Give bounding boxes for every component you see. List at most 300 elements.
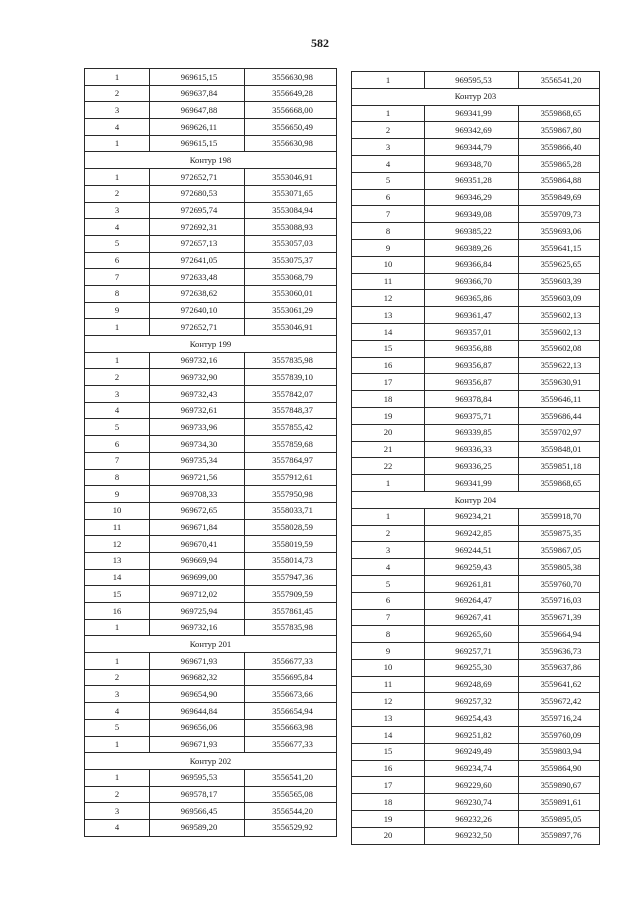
coordinate-y: 3553061,29 bbox=[245, 302, 337, 319]
table-row bbox=[85, 803, 337, 820]
point-number: 7 bbox=[85, 452, 150, 469]
coordinate-x: 969669,94 bbox=[150, 552, 245, 569]
coordinate-y: 3556654,94 bbox=[245, 703, 337, 720]
table-row bbox=[85, 269, 337, 286]
table-row bbox=[352, 206, 600, 223]
table-row bbox=[85, 703, 337, 720]
coordinate-y: 3556630,98 bbox=[245, 69, 337, 86]
table-row bbox=[85, 352, 337, 369]
point-number: 14 bbox=[352, 727, 425, 744]
coordinate-x: 969733,96 bbox=[150, 419, 245, 436]
point-number: 5 bbox=[352, 172, 425, 189]
coordinate-x: 969259,43 bbox=[425, 559, 519, 576]
coordinate-y: 3553075,37 bbox=[245, 252, 337, 269]
coordinate-y: 3559716,03 bbox=[519, 592, 600, 609]
point-number: 1 bbox=[85, 736, 150, 753]
table-row bbox=[85, 686, 337, 703]
coordinate-y: 3558028,59 bbox=[245, 519, 337, 536]
coordinate-x: 969232,26 bbox=[425, 811, 519, 828]
point-number: 2 bbox=[85, 669, 150, 686]
coordinate-x: 969267,41 bbox=[425, 609, 519, 626]
table-row bbox=[352, 827, 600, 844]
point-number: 7 bbox=[352, 206, 425, 223]
coordinate-y: 3559875,35 bbox=[519, 525, 600, 542]
coordinate-x: 969248,69 bbox=[425, 676, 519, 693]
coordinate-y: 3557859,68 bbox=[245, 436, 337, 453]
point-number: 4 bbox=[85, 703, 150, 720]
coordinate-y: 3553068,79 bbox=[245, 269, 337, 286]
coordinate-y: 3557864,97 bbox=[245, 452, 337, 469]
table-row bbox=[85, 536, 337, 553]
point-number: 13 bbox=[352, 307, 425, 324]
point-number: 6 bbox=[352, 592, 425, 609]
table-row bbox=[85, 653, 337, 670]
coordinate-x: 969342,69 bbox=[425, 122, 519, 139]
table-row bbox=[85, 319, 337, 336]
coordinate-y: 3557947,36 bbox=[245, 569, 337, 586]
coordinates-table-body bbox=[352, 72, 600, 845]
coordinate-y: 3559625,65 bbox=[519, 256, 600, 273]
coordinate-y: 3559630,91 bbox=[519, 374, 600, 391]
point-number: 1 bbox=[352, 475, 425, 492]
point-number: 8 bbox=[85, 469, 150, 486]
table-row bbox=[352, 391, 600, 408]
table-row bbox=[352, 727, 600, 744]
point-number: 4 bbox=[85, 402, 150, 419]
table-row bbox=[352, 643, 600, 660]
table-row bbox=[352, 273, 600, 290]
table-row bbox=[85, 469, 337, 486]
point-number: 9 bbox=[352, 239, 425, 256]
coordinate-y: 3559891,61 bbox=[519, 794, 600, 811]
coordinate-y: 3557861,45 bbox=[245, 603, 337, 620]
coordinate-y: 3553071,65 bbox=[245, 185, 337, 202]
point-number: 18 bbox=[352, 794, 425, 811]
coordinate-y: 3559602,13 bbox=[519, 323, 600, 340]
point-number: 5 bbox=[352, 575, 425, 592]
coordinate-y: 3559693,06 bbox=[519, 223, 600, 240]
table-row bbox=[85, 769, 337, 786]
point-number: 2 bbox=[352, 525, 425, 542]
point-number: 1 bbox=[85, 135, 150, 152]
table-row bbox=[85, 402, 337, 419]
coordinate-x: 972695,74 bbox=[150, 202, 245, 219]
coordinate-x: 969644,84 bbox=[150, 703, 245, 720]
table-row bbox=[352, 659, 600, 676]
coordinate-y: 3559702,97 bbox=[519, 424, 600, 441]
contour-header-row bbox=[85, 336, 337, 353]
point-number: 21 bbox=[352, 441, 425, 458]
coordinate-y: 3559671,39 bbox=[519, 609, 600, 626]
point-number: 3 bbox=[85, 386, 150, 403]
coordinate-x: 969366,70 bbox=[425, 273, 519, 290]
point-number: 12 bbox=[352, 693, 425, 710]
point-number: 14 bbox=[85, 569, 150, 586]
table-row bbox=[352, 340, 600, 357]
coordinate-x: 969732,90 bbox=[150, 369, 245, 386]
point-number: 16 bbox=[352, 357, 425, 374]
coordinate-y: 3556695,84 bbox=[245, 669, 337, 686]
table-row bbox=[352, 525, 600, 542]
coordinate-x: 969615,15 bbox=[150, 135, 245, 152]
table-row bbox=[85, 436, 337, 453]
table-row bbox=[352, 407, 600, 424]
contour-header-row bbox=[352, 88, 600, 105]
contour-header-row bbox=[352, 491, 600, 508]
point-number: 8 bbox=[352, 626, 425, 643]
table-row bbox=[352, 811, 600, 828]
coordinate-x: 969242,85 bbox=[425, 525, 519, 542]
coordinate-x: 969339,85 bbox=[425, 424, 519, 441]
point-number: 1 bbox=[85, 69, 150, 86]
coordinate-y: 3559918,70 bbox=[519, 508, 600, 525]
coordinate-y: 3559868,65 bbox=[519, 475, 600, 492]
contour-title: Контур 204 bbox=[352, 491, 600, 508]
point-number: 10 bbox=[85, 502, 150, 519]
coordinate-x: 969249,49 bbox=[425, 743, 519, 760]
coordinate-x: 969672,65 bbox=[150, 502, 245, 519]
coordinate-y: 3559646,11 bbox=[519, 391, 600, 408]
point-number: 19 bbox=[352, 811, 425, 828]
coordinate-x: 969365,86 bbox=[425, 290, 519, 307]
coordinate-y: 3559686,44 bbox=[519, 407, 600, 424]
point-number: 4 bbox=[352, 155, 425, 172]
coordinate-y: 3559867,05 bbox=[519, 542, 600, 559]
coordinate-y: 3559849,69 bbox=[519, 189, 600, 206]
point-number: 10 bbox=[352, 256, 425, 273]
contour-title: Контур 199 bbox=[85, 336, 337, 353]
point-number: 3 bbox=[85, 803, 150, 820]
table-row bbox=[85, 69, 337, 86]
coordinates-table-body bbox=[85, 69, 337, 837]
point-number: 22 bbox=[352, 458, 425, 475]
coordinate-x: 969346,29 bbox=[425, 189, 519, 206]
coordinate-y: 3559672,42 bbox=[519, 693, 600, 710]
coordinate-y: 3557835,98 bbox=[245, 352, 337, 369]
point-number: 4 bbox=[85, 119, 150, 136]
coordinate-y: 3559848,01 bbox=[519, 441, 600, 458]
coordinate-y: 3559760,70 bbox=[519, 575, 600, 592]
coordinate-y: 3559867,80 bbox=[519, 122, 600, 139]
coordinate-x: 969566,45 bbox=[150, 803, 245, 820]
coordinate-y: 3558019,59 bbox=[245, 536, 337, 553]
contour-header-row bbox=[85, 753, 337, 770]
point-number: 12 bbox=[85, 536, 150, 553]
coordinate-y: 3556677,33 bbox=[245, 653, 337, 670]
coordinate-x: 969735,34 bbox=[150, 452, 245, 469]
coordinate-x: 969732,61 bbox=[150, 402, 245, 419]
table-row bbox=[352, 357, 600, 374]
coordinate-y: 3559603,09 bbox=[519, 290, 600, 307]
point-number: 11 bbox=[352, 273, 425, 290]
coordinate-x: 969261,81 bbox=[425, 575, 519, 592]
point-number: 11 bbox=[352, 676, 425, 693]
coordinate-x: 969699,00 bbox=[150, 569, 245, 586]
coordinate-x: 969637,84 bbox=[150, 85, 245, 102]
coordinate-x: 969708,33 bbox=[150, 486, 245, 503]
coordinate-y: 3559803,94 bbox=[519, 743, 600, 760]
coordinate-x: 969264,47 bbox=[425, 592, 519, 609]
table-row bbox=[85, 519, 337, 536]
point-number: 16 bbox=[85, 603, 150, 620]
table-row bbox=[352, 441, 600, 458]
point-number: 9 bbox=[352, 643, 425, 660]
point-number: 1 bbox=[85, 169, 150, 186]
coordinate-x: 969725,94 bbox=[150, 603, 245, 620]
table-row bbox=[352, 105, 600, 122]
coordinate-y: 3553084,94 bbox=[245, 202, 337, 219]
coordinate-y: 3556541,20 bbox=[245, 769, 337, 786]
table-row bbox=[85, 386, 337, 403]
coordinate-x: 969351,28 bbox=[425, 172, 519, 189]
point-number: 5 bbox=[85, 235, 150, 252]
point-number: 10 bbox=[352, 659, 425, 676]
coordinate-y: 3559603,39 bbox=[519, 273, 600, 290]
contour-title: Контур 201 bbox=[85, 636, 337, 653]
point-number: 1 bbox=[352, 105, 425, 122]
coordinate-x: 972680,53 bbox=[150, 185, 245, 202]
coordinate-y: 3557839,10 bbox=[245, 369, 337, 386]
coordinate-x: 969378,84 bbox=[425, 391, 519, 408]
coordinate-x: 969336,33 bbox=[425, 441, 519, 458]
table-row bbox=[85, 235, 337, 252]
table-row bbox=[352, 172, 600, 189]
table-row bbox=[352, 508, 600, 525]
table-row bbox=[352, 424, 600, 441]
point-number: 1 bbox=[85, 352, 150, 369]
point-number: 4 bbox=[85, 219, 150, 236]
coordinate-x: 972652,71 bbox=[150, 319, 245, 336]
point-number: 3 bbox=[85, 686, 150, 703]
coordinate-x: 969356,88 bbox=[425, 340, 519, 357]
point-number: 6 bbox=[85, 436, 150, 453]
coordinate-x: 972657,13 bbox=[150, 235, 245, 252]
coordinate-y: 3559897,76 bbox=[519, 827, 600, 844]
coordinate-y: 3557950,98 bbox=[245, 486, 337, 503]
coordinate-y: 3559866,40 bbox=[519, 139, 600, 156]
coordinate-x: 969732,16 bbox=[150, 352, 245, 369]
table-row bbox=[85, 135, 337, 152]
table-row bbox=[352, 189, 600, 206]
table-row bbox=[85, 169, 337, 186]
contour-header-row bbox=[85, 152, 337, 169]
table-row bbox=[352, 592, 600, 609]
table-row bbox=[85, 552, 337, 569]
table-row bbox=[85, 619, 337, 636]
coordinate-y: 3553057,03 bbox=[245, 235, 337, 252]
coordinate-x: 969656,06 bbox=[150, 719, 245, 736]
point-number: 9 bbox=[85, 486, 150, 503]
point-number: 15 bbox=[85, 586, 150, 603]
point-number: 13 bbox=[352, 710, 425, 727]
point-number: 20 bbox=[352, 424, 425, 441]
table-row bbox=[85, 719, 337, 736]
table-row bbox=[352, 575, 600, 592]
coordinate-x: 969712,02 bbox=[150, 586, 245, 603]
contour-title: Контур 203 bbox=[352, 88, 600, 105]
coordinate-y: 3557842,07 bbox=[245, 386, 337, 403]
point-number: 1 bbox=[85, 653, 150, 670]
coordinate-y: 3559637,86 bbox=[519, 659, 600, 676]
coordinate-x: 969356,87 bbox=[425, 374, 519, 391]
coordinate-y: 3559716,24 bbox=[519, 710, 600, 727]
point-number: 17 bbox=[352, 777, 425, 794]
coordinate-y: 3557848,37 bbox=[245, 402, 337, 419]
table-row bbox=[85, 369, 337, 386]
point-number: 1 bbox=[85, 319, 150, 336]
point-number: 1 bbox=[352, 72, 425, 89]
point-number: 8 bbox=[85, 285, 150, 302]
coordinate-x: 969589,20 bbox=[150, 819, 245, 836]
point-number: 6 bbox=[352, 189, 425, 206]
coordinate-x: 969336,25 bbox=[425, 458, 519, 475]
table-row bbox=[85, 202, 337, 219]
table-row bbox=[352, 777, 600, 794]
point-number: 14 bbox=[352, 323, 425, 340]
coordinate-y: 3553046,91 bbox=[245, 169, 337, 186]
table-row bbox=[85, 102, 337, 119]
table-row bbox=[352, 139, 600, 156]
coordinate-y: 3553088,93 bbox=[245, 219, 337, 236]
coordinate-x: 969344,79 bbox=[425, 139, 519, 156]
coordinate-x: 969682,32 bbox=[150, 669, 245, 686]
point-number: 2 bbox=[85, 786, 150, 803]
coordinate-y: 3559602,08 bbox=[519, 340, 600, 357]
table-row bbox=[85, 285, 337, 302]
point-number: 9 bbox=[85, 302, 150, 319]
coordinate-y: 3557912,61 bbox=[245, 469, 337, 486]
coordinate-y: 3556663,98 bbox=[245, 719, 337, 736]
coordinate-y: 3559664,94 bbox=[519, 626, 600, 643]
coordinate-y: 3559760,09 bbox=[519, 727, 600, 744]
table-row bbox=[352, 710, 600, 727]
coordinate-x: 969234,21 bbox=[425, 508, 519, 525]
coordinate-y: 3556673,66 bbox=[245, 686, 337, 703]
point-number: 8 bbox=[352, 223, 425, 240]
coordinate-y: 3559641,15 bbox=[519, 239, 600, 256]
coordinate-x: 969721,56 bbox=[150, 469, 245, 486]
point-number: 7 bbox=[85, 269, 150, 286]
coordinate-y: 3559622,13 bbox=[519, 357, 600, 374]
coordinate-x: 969254,43 bbox=[425, 710, 519, 727]
table-row bbox=[352, 155, 600, 172]
coordinate-y: 3558033,71 bbox=[245, 502, 337, 519]
coordinate-x: 969732,43 bbox=[150, 386, 245, 403]
contour-header-row bbox=[85, 636, 337, 653]
coordinate-y: 3559851,18 bbox=[519, 458, 600, 475]
coordinate-x: 969654,90 bbox=[150, 686, 245, 703]
coordinate-x: 969341,99 bbox=[425, 105, 519, 122]
table-row bbox=[85, 219, 337, 236]
table-row bbox=[85, 85, 337, 102]
coordinate-x: 969734,30 bbox=[150, 436, 245, 453]
table-row bbox=[85, 119, 337, 136]
point-number: 3 bbox=[85, 202, 150, 219]
table-row bbox=[85, 569, 337, 586]
coordinate-y: 3559641,62 bbox=[519, 676, 600, 693]
table-row bbox=[352, 323, 600, 340]
contour-title: Контур 202 bbox=[85, 753, 337, 770]
coordinate-y: 3559602,13 bbox=[519, 307, 600, 324]
point-number: 19 bbox=[352, 407, 425, 424]
point-number: 4 bbox=[85, 819, 150, 836]
coordinate-x: 972638,62 bbox=[150, 285, 245, 302]
point-number: 5 bbox=[85, 419, 150, 436]
coordinate-y: 3556650,49 bbox=[245, 119, 337, 136]
point-number: 18 bbox=[352, 391, 425, 408]
coordinate-x: 969251,82 bbox=[425, 727, 519, 744]
point-number: 17 bbox=[352, 374, 425, 391]
coordinate-x: 969257,71 bbox=[425, 643, 519, 660]
coordinate-y: 3559895,05 bbox=[519, 811, 600, 828]
coordinate-x: 969341,99 bbox=[425, 475, 519, 492]
point-number: 16 bbox=[352, 760, 425, 777]
table-row bbox=[85, 603, 337, 620]
point-number: 2 bbox=[85, 369, 150, 386]
coordinates-table-right bbox=[351, 71, 600, 845]
coordinate-x: 969626,11 bbox=[150, 119, 245, 136]
coordinate-y: 3559865,28 bbox=[519, 155, 600, 172]
page-number: 582 bbox=[311, 36, 329, 50]
table-row bbox=[352, 256, 600, 273]
coordinate-x: 969375,71 bbox=[425, 407, 519, 424]
coordinate-y: 3556544,20 bbox=[245, 803, 337, 820]
coordinate-x: 969671,93 bbox=[150, 736, 245, 753]
coordinate-y: 3557835,98 bbox=[245, 619, 337, 636]
coordinate-x: 969230,74 bbox=[425, 794, 519, 811]
table-row bbox=[352, 626, 600, 643]
coordinate-x: 969389,26 bbox=[425, 239, 519, 256]
coordinate-x: 969232,50 bbox=[425, 827, 519, 844]
point-number: 13 bbox=[85, 552, 150, 569]
coordinate-x: 969257,32 bbox=[425, 693, 519, 710]
coordinate-y: 3556630,98 bbox=[245, 135, 337, 152]
table-row bbox=[85, 736, 337, 753]
coordinate-y: 3556541,20 bbox=[519, 72, 600, 89]
coordinate-x: 972652,71 bbox=[150, 169, 245, 186]
table-row bbox=[352, 676, 600, 693]
coordinate-x: 969671,84 bbox=[150, 519, 245, 536]
coordinate-x: 972640,10 bbox=[150, 302, 245, 319]
table-row bbox=[352, 458, 600, 475]
coordinate-x: 969244,51 bbox=[425, 542, 519, 559]
table-row bbox=[352, 743, 600, 760]
table-row bbox=[85, 419, 337, 436]
coordinate-x: 972641,05 bbox=[150, 252, 245, 269]
coordinate-y: 3553060,01 bbox=[245, 285, 337, 302]
coordinate-x: 969356,87 bbox=[425, 357, 519, 374]
coordinate-y: 3559805,38 bbox=[519, 559, 600, 576]
point-number: 5 bbox=[85, 719, 150, 736]
table-row bbox=[352, 542, 600, 559]
coordinate-y: 3558014,73 bbox=[245, 552, 337, 569]
table-row bbox=[85, 302, 337, 319]
coordinate-x: 969595,53 bbox=[150, 769, 245, 786]
point-number: 6 bbox=[85, 252, 150, 269]
coordinate-x: 969671,93 bbox=[150, 653, 245, 670]
table-row bbox=[352, 559, 600, 576]
coordinate-x: 969229,60 bbox=[425, 777, 519, 794]
table-row bbox=[352, 290, 600, 307]
point-number: 15 bbox=[352, 340, 425, 357]
coordinate-y: 3559864,90 bbox=[519, 760, 600, 777]
coordinate-x: 969615,15 bbox=[150, 69, 245, 86]
point-number: 2 bbox=[85, 185, 150, 202]
table-row bbox=[352, 223, 600, 240]
table-row bbox=[85, 252, 337, 269]
table-row bbox=[85, 185, 337, 202]
coordinate-x: 969647,88 bbox=[150, 102, 245, 119]
